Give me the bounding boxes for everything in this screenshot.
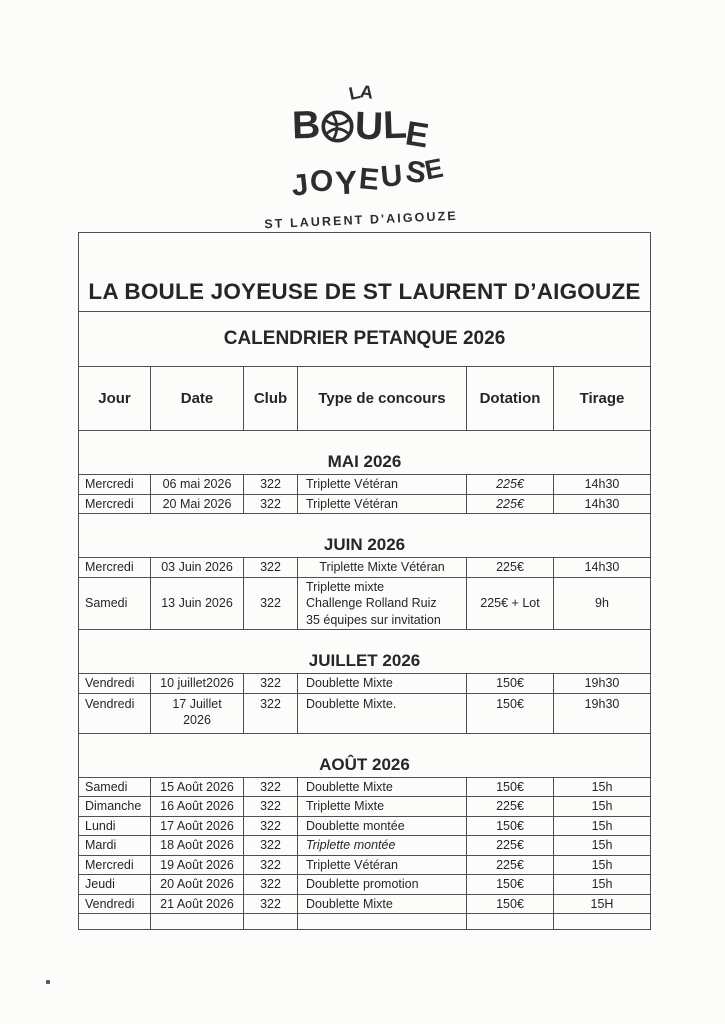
column-header-date: Date bbox=[151, 367, 244, 431]
logo-letter: S bbox=[403, 154, 428, 191]
cell-jour: Mardi bbox=[79, 836, 151, 856]
empty-cell bbox=[79, 914, 151, 930]
cell-dotation: 150€ bbox=[467, 875, 554, 895]
cell-jour: Mercredi bbox=[79, 475, 151, 495]
cell-tirage: 9h bbox=[554, 577, 651, 630]
month-title: MAI 2026 bbox=[79, 431, 651, 475]
cell-dotation: 225€ bbox=[467, 855, 554, 875]
month-title: JUILLET 2026 bbox=[79, 630, 651, 674]
event-row bbox=[79, 816, 651, 836]
club-logo bbox=[256, 81, 466, 232]
cell-dotation: 225€ bbox=[467, 836, 554, 856]
event-row bbox=[79, 894, 651, 914]
cell-date: 16 Août 2026 bbox=[151, 797, 244, 817]
month-band-row bbox=[79, 431, 651, 475]
logo-subtitle: ST LAURENT D'AIGOUZE bbox=[263, 208, 459, 232]
cell-date: 13 Juin 2026 bbox=[151, 577, 244, 630]
month-band-row bbox=[79, 630, 651, 674]
cell-type: Doublette Mixte. bbox=[298, 693, 467, 733]
cell-dotation: 225€ bbox=[467, 797, 554, 817]
cell-jour: Samedi bbox=[79, 577, 151, 630]
cell-dotation: 150€ bbox=[467, 693, 554, 733]
cell-tirage: 15h bbox=[554, 875, 651, 895]
cell-club: 322 bbox=[244, 494, 298, 514]
document-title: LA BOULE JOYEUSE DE ST LAURENT D’AIGOUZE bbox=[79, 233, 651, 312]
cell-date: 17 Août 2026 bbox=[151, 816, 244, 836]
cell-date: 15 Août 2026 bbox=[151, 777, 244, 797]
logo-letter: L bbox=[382, 103, 408, 148]
cell-dotation: 225€ bbox=[467, 558, 554, 578]
column-header-tirage: Tirage bbox=[554, 367, 651, 431]
cell-type: Doublette montée bbox=[298, 816, 467, 836]
cell-type: Doublette Mixte bbox=[298, 777, 467, 797]
logo-boule-ule bbox=[354, 103, 432, 156]
cell-dotation: 150€ bbox=[467, 816, 554, 836]
cell-jour: Jeudi bbox=[79, 875, 151, 895]
document-subtitle: CALENDRIER PETANQUE 2026 bbox=[79, 312, 651, 367]
cell-club: 322 bbox=[244, 836, 298, 856]
logo-letter: Y bbox=[334, 163, 359, 202]
cell-club: 322 bbox=[244, 558, 298, 578]
event-row bbox=[79, 475, 651, 495]
cell-date: 20 Août 2026 bbox=[151, 875, 244, 895]
empty-cell bbox=[244, 914, 298, 930]
cell-jour: Lundi bbox=[79, 816, 151, 836]
event-row bbox=[79, 777, 651, 797]
cell-club: 322 bbox=[244, 577, 298, 630]
column-header-dotation: Dotation bbox=[467, 367, 554, 431]
cell-type: Triplette Vétéran bbox=[298, 494, 467, 514]
event-row bbox=[79, 875, 651, 895]
cell-club: 322 bbox=[244, 875, 298, 895]
cell-club: 322 bbox=[244, 855, 298, 875]
cell-type: Triplette Mixte bbox=[298, 797, 467, 817]
logo-letter: E bbox=[403, 114, 432, 156]
event-row bbox=[79, 558, 651, 578]
cell-jour: Mercredi bbox=[79, 494, 151, 514]
cell-tirage: 15h bbox=[554, 797, 651, 817]
cell-date: 17 Juillet 2026 bbox=[151, 693, 244, 733]
cell-dotation: 225€ bbox=[467, 475, 554, 495]
calendar-head bbox=[79, 233, 651, 431]
subtitle-row bbox=[79, 312, 651, 367]
column-header-club: Club bbox=[244, 367, 298, 431]
cell-type: Triplette mixte Challenge Rolland Ruiz 35 équipes sur invitation bbox=[298, 577, 467, 630]
column-header-row bbox=[79, 367, 651, 431]
cell-tirage: 14h30 bbox=[554, 494, 651, 514]
cell-tirage: 15H bbox=[554, 894, 651, 914]
calendar-body bbox=[79, 431, 651, 930]
cell-date: 19 Août 2026 bbox=[151, 855, 244, 875]
logo-letter: J bbox=[290, 168, 311, 203]
cell-type: Doublette Mixte bbox=[298, 894, 467, 914]
cell-type: Triplette Vétéran bbox=[298, 855, 467, 875]
cell-club: 322 bbox=[244, 693, 298, 733]
empty-cell bbox=[467, 914, 554, 930]
cell-tirage: 15h bbox=[554, 816, 651, 836]
cell-jour: Mercredi bbox=[79, 855, 151, 875]
cell-jour: Dimanche bbox=[79, 797, 151, 817]
cell-club: 322 bbox=[244, 894, 298, 914]
logo-letter: O bbox=[308, 164, 335, 199]
cell-date: 20 Mai 2026 bbox=[151, 494, 244, 514]
event-row bbox=[79, 836, 651, 856]
cell-date: 21 Août 2026 bbox=[151, 894, 244, 914]
title-row bbox=[79, 233, 651, 312]
cell-jour: Vendredi bbox=[79, 894, 151, 914]
logo-word-boule bbox=[256, 103, 466, 156]
logo-letter: E bbox=[357, 162, 381, 197]
event-row bbox=[79, 494, 651, 514]
cell-type: Triplette montée bbox=[298, 836, 467, 856]
column-header-type: Type de concours bbox=[298, 367, 467, 431]
month-band-row bbox=[79, 514, 651, 558]
column-header-jour: Jour bbox=[79, 367, 151, 431]
cell-dotation: 150€ bbox=[467, 894, 554, 914]
cell-tirage: 15h bbox=[554, 836, 651, 856]
cell-tirage: 15h bbox=[554, 855, 651, 875]
empty-cell bbox=[554, 914, 651, 930]
cell-tirage: 19h30 bbox=[554, 674, 651, 694]
cell-tirage: 19h30 bbox=[554, 693, 651, 733]
cell-dotation: 150€ bbox=[467, 777, 554, 797]
cell-club: 322 bbox=[244, 475, 298, 495]
cell-club: 322 bbox=[244, 816, 298, 836]
empty-cell bbox=[151, 914, 244, 930]
cell-date: 10 juillet2026 bbox=[151, 674, 244, 694]
cell-type: Triplette Mixte Vétéran bbox=[298, 558, 467, 578]
cell-dotation: 225€ bbox=[467, 494, 554, 514]
logo-boule-b bbox=[292, 104, 320, 147]
cell-club: 322 bbox=[244, 674, 298, 694]
petanque-ball-icon bbox=[321, 110, 354, 150]
calendar-table bbox=[78, 232, 651, 930]
logo-letter: U bbox=[379, 159, 404, 194]
logo-word-joyeuse bbox=[270, 152, 466, 205]
logo-letter: L bbox=[347, 82, 362, 104]
cell-tirage: 14h30 bbox=[554, 475, 651, 495]
cell-club: 322 bbox=[244, 797, 298, 817]
logo-word-la bbox=[256, 81, 466, 105]
event-row bbox=[79, 577, 651, 630]
logo-letter: U bbox=[354, 104, 385, 149]
cell-jour: Samedi bbox=[79, 777, 151, 797]
empty-cell bbox=[298, 914, 467, 930]
cell-dotation: 225€ + Lot bbox=[467, 577, 554, 630]
event-row bbox=[79, 797, 651, 817]
month-title: AOÛT 2026 bbox=[79, 733, 651, 777]
month-band-row bbox=[79, 733, 651, 777]
logo-letter: B bbox=[291, 103, 321, 148]
cell-date: 06 mai 2026 bbox=[151, 475, 244, 495]
cell-dotation: 150€ bbox=[467, 674, 554, 694]
event-row bbox=[79, 855, 651, 875]
event-row bbox=[79, 674, 651, 694]
cell-type: Doublette Mixte bbox=[298, 674, 467, 694]
logo-letter: E bbox=[421, 152, 446, 186]
cell-tirage: 14h30 bbox=[554, 558, 651, 578]
cell-club: 322 bbox=[244, 777, 298, 797]
cell-jour: Vendredi bbox=[79, 693, 151, 733]
cell-type: Doublette promotion bbox=[298, 875, 467, 895]
month-title: JUIN 2026 bbox=[79, 514, 651, 558]
scan-speck bbox=[46, 980, 50, 984]
cell-jour: Mercredi bbox=[79, 558, 151, 578]
cell-jour: Vendredi bbox=[79, 674, 151, 694]
cell-date: 18 Août 2026 bbox=[151, 836, 244, 856]
cell-date: 03 Juin 2026 bbox=[151, 558, 244, 578]
empty-row bbox=[79, 914, 651, 930]
cell-tirage: 15h bbox=[554, 777, 651, 797]
cell-type: Triplette Vétéran bbox=[298, 475, 467, 495]
event-row bbox=[79, 693, 651, 733]
logo-letter: A bbox=[358, 81, 375, 103]
